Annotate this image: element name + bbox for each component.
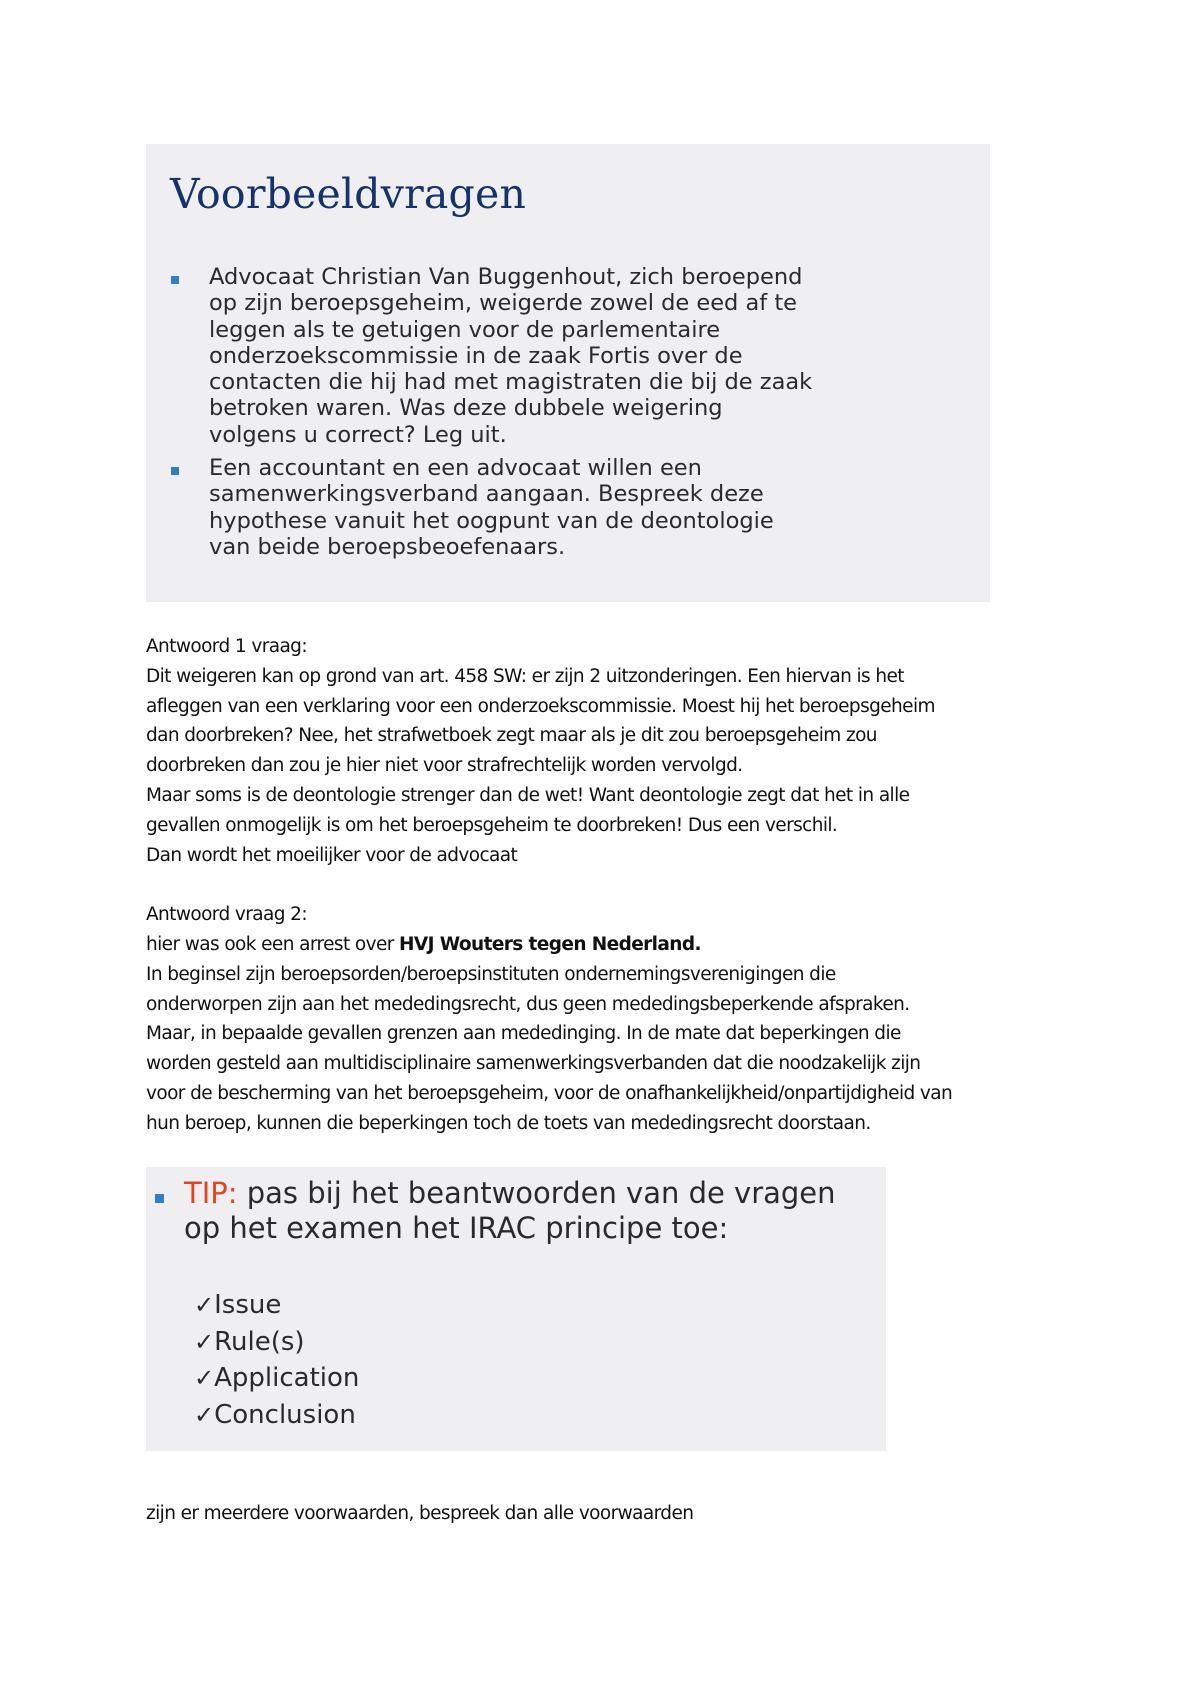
checklist-item	[194, 1324, 359, 1361]
answer2-intro	[146, 930, 1086, 960]
answer1-heading: Antwoord 1 vraag:	[146, 636, 307, 657]
checkmark-icon: ✓	[194, 1327, 215, 1356]
slide-title: Voorbeeldvragen	[170, 170, 527, 218]
answer1-line: afleggen van een verklaring voor een onderzoekscommissie. Moest hij het beroepsgeheim	[146, 695, 935, 717]
tip-body: pas bij het beantwoorden van de vragen op het examen het IRAC principe toe:	[184, 1176, 836, 1245]
square-bullet-icon	[155, 1194, 164, 1203]
tip-text	[184, 1176, 874, 1246]
case-reference: HVJ Wouters tegen Nederland.	[399, 933, 701, 955]
answer2-line: hun beroep, kunnen die beperkingen toch de toets van mededingsrecht doorstaan.	[146, 1112, 871, 1134]
closing-note: zijn er meerdere voorwaarden, bespreek dan alle voorwaarden	[146, 1502, 694, 1524]
checklist-label: Issue	[214, 1290, 282, 1320]
answer1-line: Maar soms is de deontologie strenger dan de wet! Want deontologie zegt dat het in alle	[146, 784, 910, 806]
question-text: Advocaat Christian Van Buggenhout, zich beroepend op zijn beroepsgeheim, weigerde zowel de eed af te leggen als te getuigen voor de parlementaire onderzoekscommissie in de zaak Fortis over de contacten die hij had met magistraten die bij de zaak betroken waren. Was deze dubbele weigering volgens u correct? Leg uit.	[209, 264, 813, 448]
checklist-label: Rule(s)	[214, 1326, 305, 1357]
irac-checklist	[194, 1287, 359, 1433]
irac-tip-slide	[146, 1167, 886, 1451]
answer2-intro-text: hier was ook een arrest over	[146, 933, 400, 955]
checklist-item	[194, 1360, 359, 1397]
tip-label: TIP:	[184, 1176, 238, 1210]
checklist-label: Conclusion	[214, 1399, 356, 1430]
square-bullet-icon	[171, 276, 179, 284]
square-bullet-icon	[171, 467, 179, 475]
checklist-item	[194, 1397, 359, 1434]
answers-body	[146, 632, 1086, 1139]
answer1-line: Dan wordt het moeilijker voor de advocaat	[146, 844, 518, 866]
checklist-label: Application	[214, 1363, 360, 1393]
paragraph-spacer	[146, 870, 1086, 900]
checkmark-icon: ✓	[194, 1364, 215, 1392]
answer2-line: voor de bescherming van het beroepsgeheim, voor de onafhankelijkheid/onpartijdigheid van	[146, 1082, 953, 1104]
answer2-line: worden gesteld aan multidisciplinaire samenwerkingsverbanden dat die noodzakelijk zijn	[146, 1053, 921, 1075]
answer2-line: onderworpen zijn aan het mededingsrecht, dus geen mededingsbeperkende afspraken.	[146, 993, 910, 1015]
checkmark-icon: ✓	[194, 1400, 215, 1429]
question-text: Een accountant en een advocaat willen een samenwerkingsverband aangaan. Bespreek deze hypothese vanuit het oogpunt van de deontologie van beide beroepsbeoefenaars.	[209, 455, 774, 560]
example-questions-slide	[146, 144, 990, 602]
answer2-line: In beginsel zijn beroepsorden/beroepsinstituten ondernemingsverenigingen die	[146, 963, 836, 985]
answer2-heading: Antwoord vraag 2:	[146, 904, 307, 926]
answer2-line: Maar, in bepaalde gevallen grenzen aan mededinging. In de mate dat beperkingen die	[146, 1023, 901, 1045]
answer1-line: gevallen onmogelijk is om het beroepsgeheim te doorbreken! Dus een verschil.	[146, 814, 838, 836]
checkmark-icon: ✓	[194, 1291, 215, 1319]
answer1-line: dan doorbreken? Nee, het strafwetboek zegt maar als je dit zou beroepsgeheim zou	[146, 725, 877, 747]
answer1-line: doorbreken dan zou je hier niet voor strafrechtelijk worden vervolgd.	[146, 755, 743, 777]
answer1-line: Dit weigeren kan op grond van art. 458 SW: er zijn 2 uitzonderingen. Een hiervan is het	[146, 665, 904, 687]
checklist-item	[194, 1287, 359, 1324]
